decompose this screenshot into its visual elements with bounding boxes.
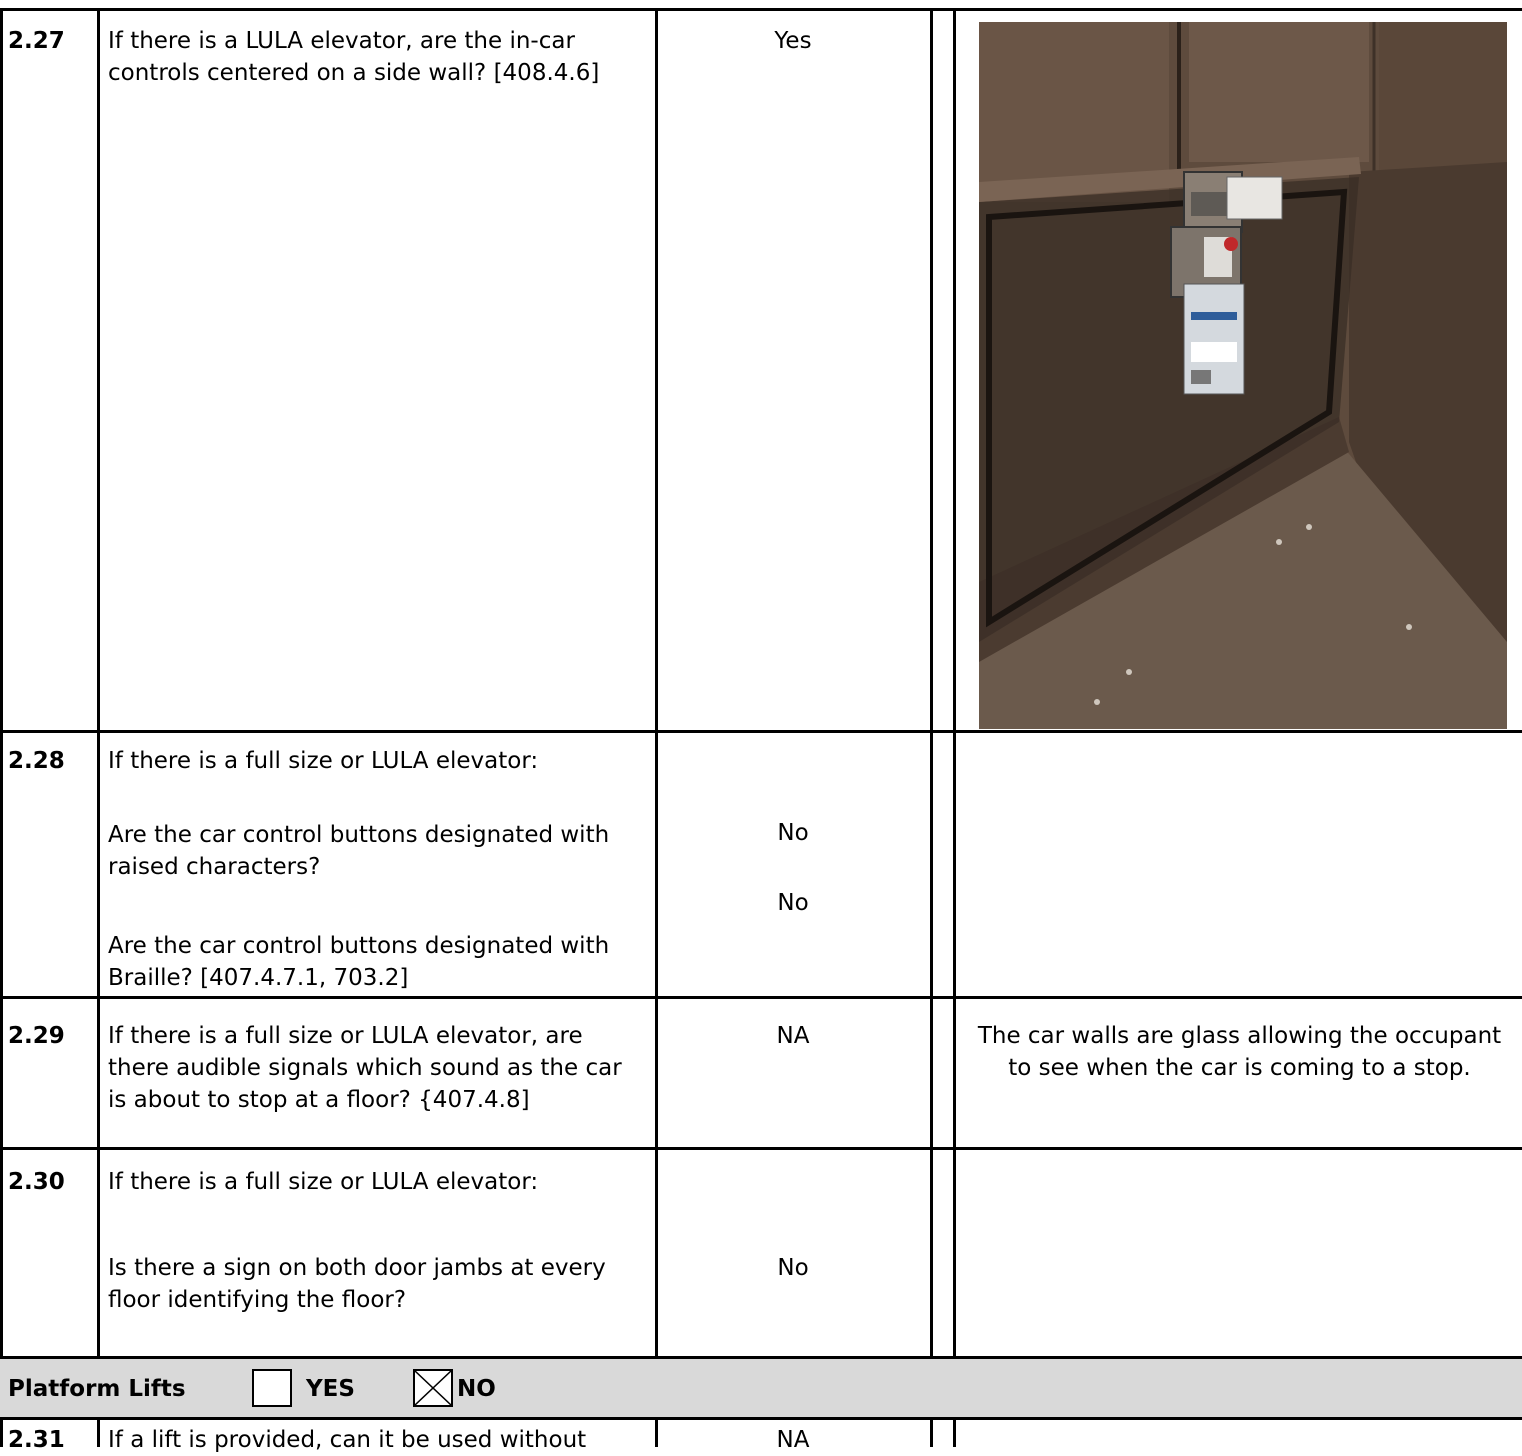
yes-checkbox[interactable] bbox=[252, 1369, 292, 1407]
answer-value: No bbox=[777, 890, 809, 916]
comment-line: to see when the car is coming to a stop. bbox=[1008, 1055, 1471, 1081]
column-border bbox=[953, 1417, 956, 1447]
row-border bbox=[0, 1356, 1522, 1359]
column-border bbox=[0, 1417, 3, 1447]
column-border bbox=[0, 8, 3, 1358]
checkmark-x-icon bbox=[415, 1371, 451, 1405]
column-border bbox=[655, 8, 658, 1358]
comment-line: The car walls are glass allowing the occupant bbox=[977, 1023, 1502, 1049]
column-border bbox=[930, 1417, 933, 1447]
yes-label: YES bbox=[306, 1376, 355, 1402]
question-line: Braille? [407.4.7.1, 703.2] bbox=[108, 965, 409, 991]
no-label: NO bbox=[457, 1376, 496, 1402]
answer-value: NA bbox=[776, 1427, 810, 1453]
item-number: 2.27 bbox=[8, 28, 65, 54]
no-checkbox[interactable] bbox=[413, 1369, 453, 1407]
column-border bbox=[97, 1417, 100, 1447]
row-border bbox=[0, 1147, 1522, 1150]
question-line: there audible signals which sound as the car bbox=[108, 1055, 622, 1081]
answer-value: Yes bbox=[774, 28, 812, 54]
row-border bbox=[0, 730, 1522, 733]
question-line: If there is a full size or LULA elevator, are bbox=[108, 1023, 583, 1049]
section-header-band bbox=[0, 1357, 1522, 1420]
question-line: Are the car control buttons designated with bbox=[108, 822, 610, 848]
answer-value: No bbox=[777, 1255, 809, 1281]
elevator-controls-photo bbox=[979, 22, 1507, 729]
question-line: If there is a full size or LULA elevator: bbox=[108, 748, 539, 774]
question-line: If there is a full size or LULA elevator: bbox=[108, 1169, 539, 1195]
question-line: If a lift is provided, can it be used without bbox=[108, 1427, 587, 1453]
column-border bbox=[97, 8, 100, 1358]
item-number: 2.31 bbox=[8, 1427, 65, 1453]
item-number: 2.28 bbox=[8, 748, 65, 774]
row-border bbox=[0, 8, 1522, 11]
item-number: 2.30 bbox=[8, 1169, 65, 1195]
question-line: Are the car control buttons designated with bbox=[108, 933, 610, 959]
item-number: 2.29 bbox=[8, 1023, 65, 1049]
question-line: controls centered on a side wall? [408.4.6] bbox=[108, 60, 600, 86]
answer-value: No bbox=[777, 820, 809, 846]
question-line: is about to stop at a floor? {407.4.8] bbox=[108, 1087, 530, 1113]
answer-value: NA bbox=[776, 1023, 810, 1049]
column-border bbox=[953, 8, 956, 1358]
question-line: If there is a LULA elevator, are the in-car bbox=[108, 28, 575, 54]
row-border bbox=[0, 1417, 1522, 1420]
question-line: Is there a sign on both door jambs at every bbox=[108, 1255, 606, 1281]
column-border bbox=[930, 8, 933, 1358]
question-line: floor identifying the floor? bbox=[108, 1287, 407, 1313]
question-line: raised characters? bbox=[108, 854, 321, 880]
section-title: Platform Lifts bbox=[8, 1376, 186, 1402]
row-border bbox=[0, 996, 1522, 999]
